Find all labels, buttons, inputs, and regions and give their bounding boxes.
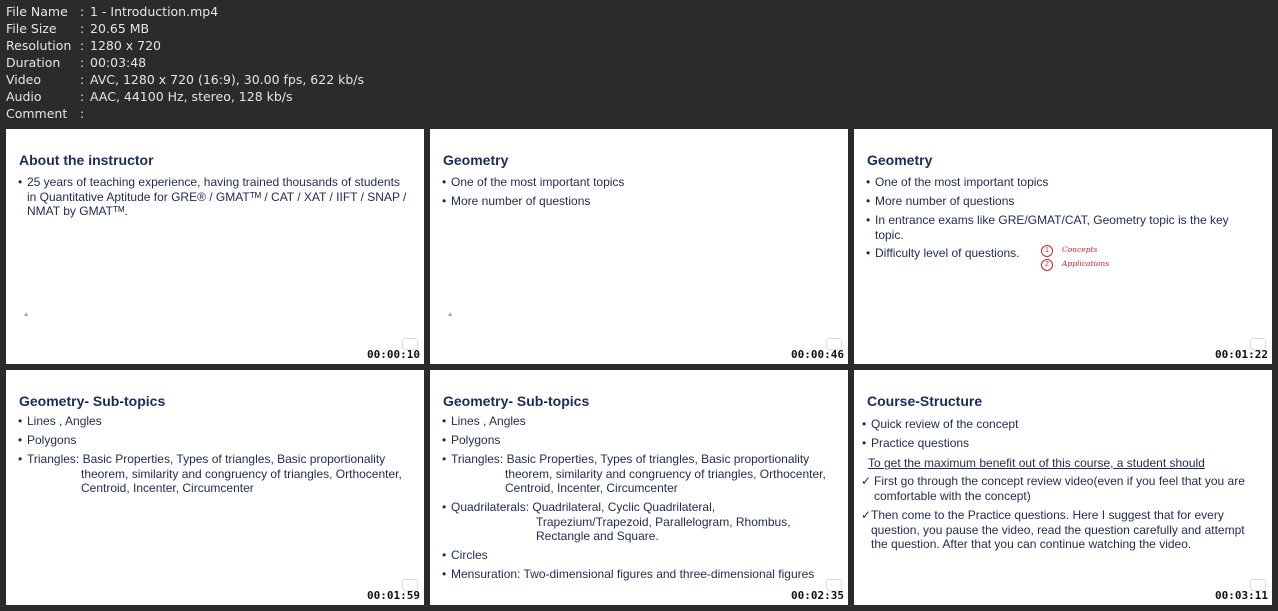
file-info-row: File Size : 20.65 MB — [6, 21, 150, 36]
file-info-key: Video — [6, 72, 42, 87]
file-info-row: File Name : 1 - Introduction.mp4 — [6, 4, 219, 19]
bullet-item: • Triangles: Basic Properties, Types of triangles, Basic proportionality theorem, similarity and congruency of triangles, Orthocenter, Centroid, Incenter, Circumcenter — [442, 452, 826, 495]
bullet-item: • Practice questions — [862, 436, 970, 450]
bullet-item: • One of the most important topics — [442, 175, 625, 189]
bullet-item: • Polygons — [442, 433, 501, 447]
thumbnail-3[interactable] — [854, 129, 1272, 364]
handwritten-annotation: Applications — [1062, 259, 1110, 268]
handwritten-number: 1 — [1041, 245, 1053, 257]
file-info-key: Comment — [6, 106, 68, 121]
bullet-item: • In entrance exams like GRE/GMAT/CAT, Geometry topic is the key topic. — [866, 213, 1229, 242]
file-info-row: Comment : — [6, 106, 85, 121]
mouse-pointer-icon — [448, 312, 452, 316]
bullet-item: • One of the most important topics — [866, 175, 1049, 189]
file-info-row: Audio : AAC, 44100 Hz, stereo, 128 kb/s — [6, 89, 293, 104]
bullet-item: • More number of questions — [442, 194, 591, 208]
timestamp: 00:01:22 — [1215, 348, 1268, 361]
timestamp: 00:00:46 — [791, 348, 844, 361]
check-item: ✓ Then come to the Practice questions. Here I suggest that for every question, you pause the video, read the question carefully and attempt the question. After that you can continue watching the video. — [861, 508, 1245, 551]
check-item: ✓ First go through the concept review video(even if you feel that you are comfortable with the concept) — [861, 474, 1245, 503]
timestamp: 00:00:10 — [367, 348, 420, 361]
subheading: To get the maximum benefit out of this course, a student should — [868, 456, 1205, 470]
file-info-value: AAC, 44100 Hz, stereo, 128 kb/s — [90, 89, 293, 104]
bullet-item: • Lines , Angles — [442, 414, 526, 428]
bullet-item: • Lines , Angles — [18, 414, 102, 428]
file-info-panel — [6, 3, 364, 122]
thumbnail-4[interactable] — [6, 370, 424, 605]
slide-title: Geometry — [867, 152, 933, 168]
file-info-value: 20.65 MB — [90, 21, 150, 36]
handwritten-annotation: Concepts — [1062, 245, 1098, 254]
file-info-row: Video : AVC, 1280 x 720 (16:9), 30.00 fps, 622 kb/s — [6, 72, 365, 87]
slide-title: Geometry- Sub-topics — [443, 393, 590, 409]
thumbnail-5[interactable] — [430, 370, 848, 605]
bullet-item: • Difficulty level of questions. — [866, 246, 1020, 260]
slide-title: About the instructor — [19, 152, 154, 168]
handwritten-number: 2 — [1041, 259, 1053, 271]
file-info-key: Audio — [6, 89, 42, 104]
file-info-key: File Name — [6, 4, 68, 19]
bullet-item: • Circles — [442, 548, 488, 562]
thumbnail-6[interactable] — [854, 370, 1272, 605]
thumbnail-1[interactable] — [6, 129, 424, 364]
bullet-item: • Quadrilaterals: Quadrilateral, Cyclic Quadrilateral, Trapezium/Trapezoid, Parallelogram, Rhombus, Rectangle and Square. — [442, 500, 791, 543]
slide-title: Geometry- Sub-topics — [19, 393, 166, 409]
bullet-item: • Polygons — [18, 433, 77, 447]
timestamp: 00:01:59 — [367, 589, 420, 602]
file-info-row: Resolution : 1280 x 720 — [6, 38, 162, 53]
file-info-value: 1280 x 720 — [90, 38, 162, 53]
file-info-value: AVC, 1280 x 720 (16:9), 30.00 fps, 622 kb/s — [90, 72, 365, 87]
bullet-item: • Triangles: Basic Properties, Types of triangles, Basic proportionality theorem, similarity and congruency of triangles, Orthocenter, Centroid, Incenter, Circumcenter — [18, 452, 402, 495]
bullet-item: • More number of questions — [866, 194, 1015, 208]
file-info-key: Duration — [6, 55, 61, 70]
file-info-key: Resolution — [6, 38, 72, 53]
bullet-item: • Quick review of the concept — [862, 417, 1019, 431]
mouse-pointer-icon — [24, 312, 28, 316]
thumbnail-2[interactable] — [430, 129, 848, 364]
file-info-row: Duration : 00:03:48 — [6, 55, 147, 70]
slide-title: Course-Structure — [867, 393, 983, 409]
bullet-item: • 25 years of teaching experience, having trained thousands of students in Quantitative Aptitude for GRE® / GMATᵀᴹ / CAT / XAT / IIFT / SNAP / NMAT by GMATᵀᴹ. — [18, 175, 407, 218]
bullet-item: • Mensuration: Two-dimensional figures and three-dimensional figures — [442, 567, 815, 581]
timestamp: 00:02:35 — [791, 589, 844, 602]
timestamp: 00:03:11 — [1215, 589, 1268, 602]
slide-title: Geometry — [443, 152, 509, 168]
file-info-value: 00:03:48 — [90, 55, 147, 70]
file-info-key: File Size — [6, 21, 57, 36]
file-info-value: 1 - Introduction.mp4 — [90, 4, 219, 19]
